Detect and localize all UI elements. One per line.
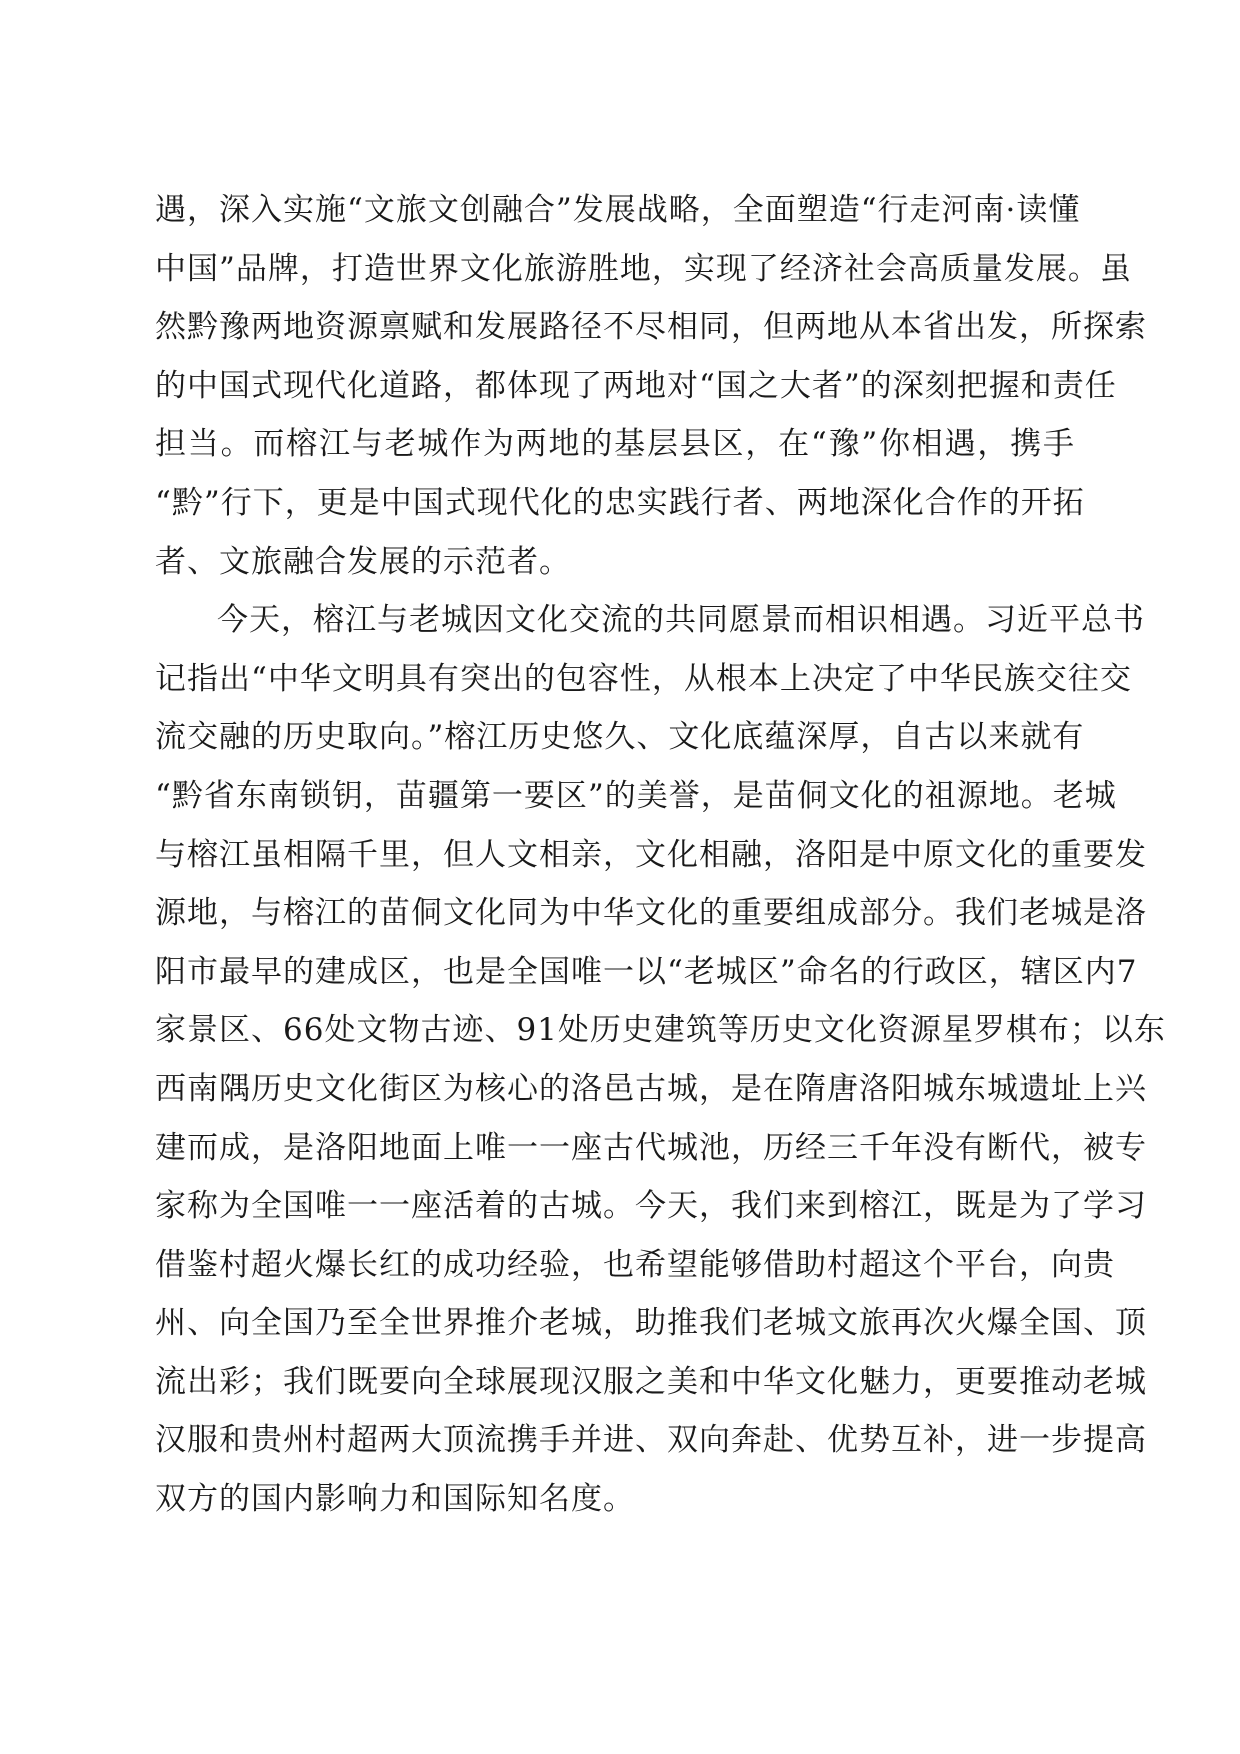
text-line: 记指出“中华文明具有突出的包容性，从根本上决定了中华民族交往交 [155, 660, 1132, 697]
text-line: 然黔豫两地资源禀赋和发展路径不尽相同，但两地从本省出发，所探索 [155, 309, 1147, 346]
text-line: 双方的国内影响力和国际知名度。 [155, 1481, 635, 1518]
text-line: 汉服和贵州村超两大顶流携手并进、双向奔赴、优势互补，进一步提高 [155, 1422, 1147, 1459]
paragraph-1 [155, 181, 1147, 591]
text-line: 建而成，是洛阳地面上唯一一座古代城池，历经三千年没有断代，被专 [155, 1129, 1147, 1166]
paragraph-2 [155, 591, 1166, 1529]
text-line: 西南隅历史文化街区为核心的洛邑古城，是在隋唐洛阳城东城遗址上兴 [155, 1070, 1147, 1107]
text-line: 源地，与榕江的苗侗文化同为中华文化的重要组成部分。我们老城是洛 [155, 895, 1147, 932]
text-line: 流交融的历史取向。”榕江历史悠久、文化底蕴深厚，自古以来就有 [155, 719, 1085, 756]
text-line: 借鉴村超火爆长红的成功经验，也希望能够借助村超这个平台，向贵 [155, 1246, 1115, 1283]
text-line: 家称为全国唯一一座活着的古城。今天，我们来到榕江，既是为了学习 [155, 1188, 1147, 1225]
text-line: 阳市最早的建成区，也是全国唯一以“老城区”命名的行政区，辖区内7 [155, 953, 1138, 990]
text-line: 的中国式现代化道路，都体现了两地对“国之大者”的深刻把握和责任 [155, 367, 1117, 404]
text-line: “黔”行下，更是中国式现代化的忠实践行者、两地深化合作的开拓 [155, 484, 1085, 521]
text-line: 中国”品牌，打造世界文化旅游胜地，实现了经济社会高质量发展。虽 [155, 250, 1132, 287]
text-line: “黔省东南锁钥，苗疆第一要区”的美誉，是苗侗文化的祖源地。老城 [155, 777, 1117, 814]
text-line: 州、向全国乃至全世界推介老城，助推我们老城文旅再次火爆全国、顶 [155, 1305, 1147, 1342]
text-line: 遇，深入实施“文旅文创融合”发展战略，全面塑造“行走河南·读懂 [155, 192, 1081, 228]
text-line: 者、文旅融合发展的示范者。 [155, 543, 571, 580]
text-line: 今天，榕江与老城因文化交流的共同愿景而相识相遇。习近平总书 [217, 602, 1145, 639]
text-line: 担当。而榕江与老城作为两地的基层县区，在“豫”你相遇，携手 [155, 426, 1075, 463]
text-line: 与榕江虽相隔千里，但人文相亲，文化相融，洛阳是中原文化的重要发 [155, 836, 1147, 873]
text-line: 流出彩；我们既要向全球展现汉服之美和中华文化魅力，更要推动老城 [155, 1363, 1147, 1400]
text-line: 家景区、66处文物古迹、91处历史建筑等历史文化资源星罗棋布；以东 [155, 1012, 1166, 1049]
body-text [155, 181, 1166, 1529]
